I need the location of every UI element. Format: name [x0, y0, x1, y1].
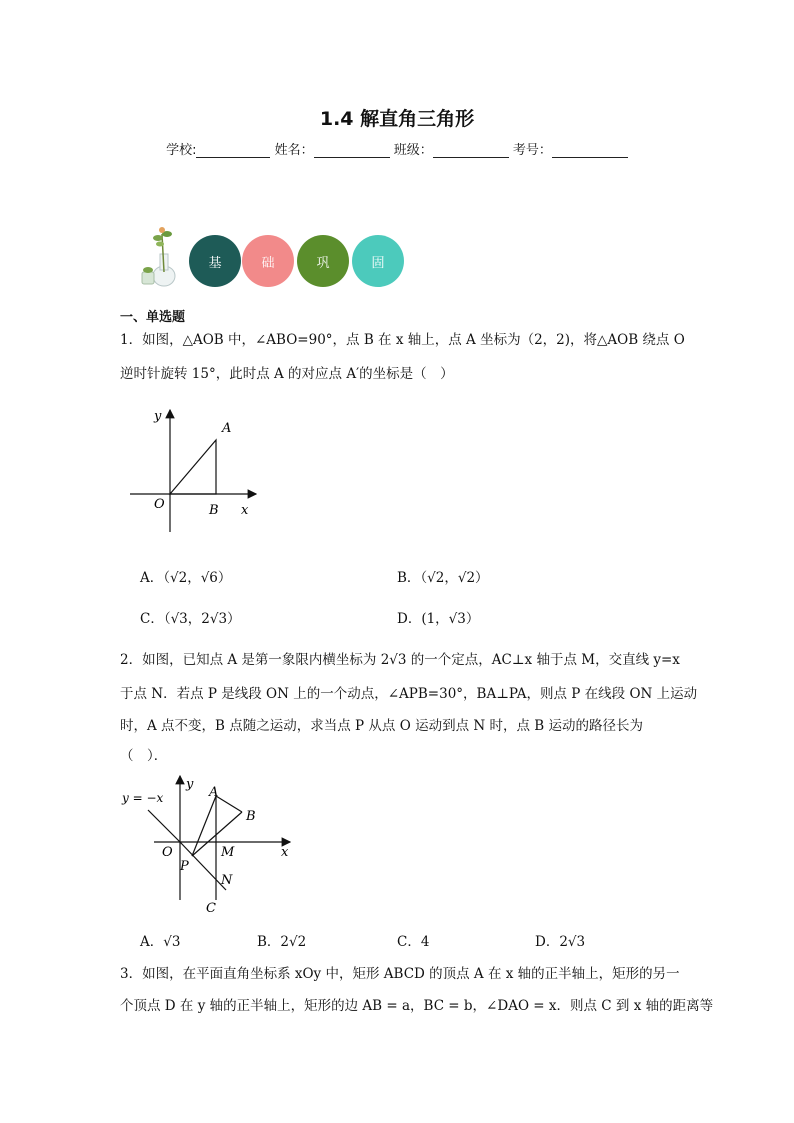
banner-circle-4: 固	[352, 235, 404, 287]
plant-vase-icon	[138, 224, 186, 288]
class-label: 班级：	[393, 143, 433, 158]
q2-label-b: B	[246, 809, 256, 824]
q2-label-m: M	[221, 845, 235, 860]
q2-line-3: 时，A 点不变，B 点随之运动，求当点 P 从点 O 运动到点 N 时，点 B 运动的路径长为	[120, 718, 643, 734]
number-label: 考号：	[512, 143, 552, 158]
student-info-line	[0, 139, 794, 158]
q1-line-2: 逆时针旋转 15°，此时点 A 的对应点 A′的坐标是（ ）	[120, 366, 454, 382]
q2-line-4: （ ）．	[120, 748, 168, 764]
q1-line-1: 1．如图，△AOB 中，∠ABO=90°，点 B 在 x 轴上，点 A 坐标为（2，2)，将△AOB 绕点 O	[120, 332, 685, 348]
school-label: 学校:	[166, 143, 197, 158]
q2-option-c[interactable]: C．4	[397, 934, 430, 950]
q1-option-c[interactable]: C．（√3，2√3）	[140, 611, 241, 627]
q2-label-a: A	[209, 785, 219, 800]
q1-option-a[interactable]: A．（√2，√6）	[140, 570, 232, 586]
q1-option-d[interactable]: D．(1，√3）	[397, 611, 480, 627]
q1-label-b: B	[209, 503, 219, 518]
name-label: 姓名：	[274, 143, 314, 158]
banner-circle-2: 础	[242, 235, 294, 287]
q2-label-c: C	[206, 901, 216, 916]
q2-line-2: 于点 N．若点 P 是线段 ON 上的一个动点，∠APB=30°，BA⊥PA，则点 P 在线段 ON 上运动	[120, 686, 698, 702]
q2-label-o: O	[162, 845, 173, 860]
q1-triangle	[170, 440, 216, 494]
q2-label-line: y = −x	[122, 791, 164, 805]
school-blank[interactable]	[196, 143, 270, 158]
q2-line-pa	[192, 796, 216, 856]
q2-label-p: P	[180, 859, 189, 874]
q2-option-b[interactable]: B．2√2	[257, 934, 307, 950]
q2-line-1: 2．如图，已知点 A 是第一象限内横坐标为 2√3 的一个定点，AC⊥x 轴于点 M，交直线 y=x	[120, 652, 680, 668]
q1-figure	[126, 404, 266, 536]
banner-circle-1: 基	[189, 235, 241, 287]
q1-label-x: x	[241, 503, 249, 518]
q2-label-y: y	[186, 777, 194, 792]
number-blank[interactable]	[552, 143, 628, 158]
q1-option-b[interactable]: B．（√2，√2）	[397, 570, 489, 586]
q2-label-n: N	[221, 873, 233, 888]
q2-line-pb	[192, 812, 242, 856]
q2-line-ab	[216, 796, 242, 812]
page-title: 1.4 解直角三角形	[319, 108, 475, 130]
q3-line-2: 个顶点 D 在 y 轴的正半轴上，矩形的边 AB = a，BC = b，∠DAO = x．则点 C 到 x 轴的距离等	[120, 998, 714, 1014]
q2-figure	[118, 772, 298, 916]
q1-label-y: y	[154, 409, 162, 424]
class-blank[interactable]	[433, 143, 509, 158]
q3-line-1: 3．如图，在平面直角坐标系 xOy 中，矩形 ABCD 的顶点 A 在 x 轴的正半轴上，矩形的另一	[120, 966, 680, 982]
q2-option-d[interactable]: D．2√3	[535, 934, 586, 950]
q1-label-a: A	[222, 421, 232, 436]
banner-circle-3: 巩	[297, 235, 349, 287]
q2-option-a[interactable]: A．√3	[140, 934, 181, 950]
name-blank[interactable]	[314, 143, 390, 158]
q2-line-y-neg-x	[148, 810, 180, 842]
section-title: 一、单选题	[120, 310, 186, 325]
q2-label-x: x	[281, 845, 289, 860]
q1-label-o: O	[154, 497, 165, 512]
